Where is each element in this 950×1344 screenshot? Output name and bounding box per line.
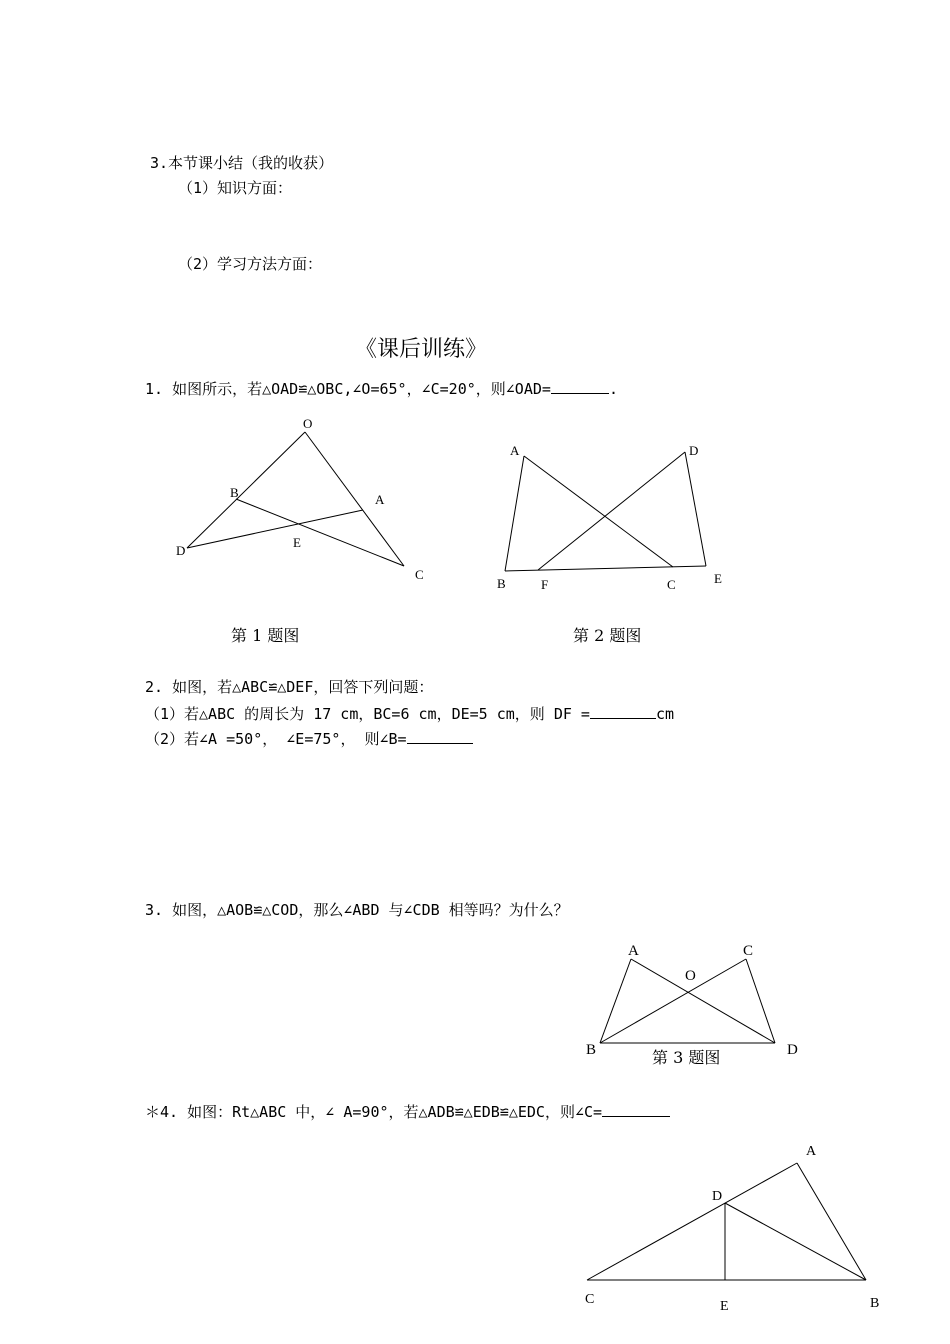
fig1-label-a: A [375, 492, 385, 507]
fig3-label-c: C [743, 943, 754, 959]
question-3: 3. 如图，△AOB≌△COD，那么∠ABD 与∠CDB 相等吗？为什么？ [145, 901, 569, 919]
fig4-label-c: C [585, 1292, 595, 1307]
question-2: 2. 如图，若△ABC≌△DEF，回答下列问题： [145, 678, 434, 696]
question-2-part-2-text: （2）若∠A =50°， ∠E=75°， 则∠B= [145, 730, 407, 748]
fig3-caption: 第 3 题图 [652, 1048, 721, 1067]
fig4-label-d: D [712, 1189, 723, 1204]
fig1-label-c: C [415, 567, 424, 582]
segment-db [725, 1203, 866, 1280]
question-4-text: ＊4. 如图：Rt△ABC 中，∠ A=90°，若△ADB≌△EDB≌△EDC，则∠C= [145, 1103, 603, 1121]
summary-heading: 3.本节课小结（我的收获） [150, 154, 334, 172]
fig4-label-a: A [806, 1144, 817, 1159]
fig2-label-f: F [541, 577, 549, 592]
section-title: 《课后训练》 [355, 337, 488, 362]
question-2-part-1-unit: cm [655, 705, 675, 723]
fig2-label-b: B [497, 576, 506, 591]
fig4-label-b: B [870, 1296, 880, 1311]
fig3-label-b: B [586, 1042, 597, 1058]
segment-ca [587, 1163, 797, 1280]
fig3-label-o: O [685, 968, 696, 984]
question-2-part-1-text: （1）若△ABC 的周长为 17 cm，BC=6 cm，DE=5 cm，则 DF = [145, 705, 590, 723]
fig1-caption: 第 1 题图 [231, 626, 300, 645]
fig1-label-d: D [176, 543, 186, 558]
fig3-label-d: D [787, 1042, 798, 1058]
fig2-label-e: E [714, 571, 722, 586]
question-1-text: 1. 如图所示，若△OAD≌△OBC,∠O=65°，∠C=20°，则∠OAD= [145, 380, 551, 398]
fig2-caption: 第 2 题图 [573, 626, 642, 645]
fig1-label-o: O [303, 416, 313, 431]
fig1-label-e: E [293, 535, 301, 550]
fig1-label-b: B [230, 485, 239, 500]
summary-item-method: （2）学习方法方面： [178, 255, 323, 273]
fig2-label-c: C [667, 577, 676, 592]
fig4-label-e: E [720, 1299, 729, 1314]
fig2-label-d: D [689, 443, 699, 458]
question-1-end: . [608, 380, 618, 398]
segment-ab [797, 1163, 866, 1280]
fig2-label-a: A [510, 443, 520, 458]
summary-item-knowledge: （1）知识方面： [178, 179, 293, 197]
fig3-label-a: A [628, 943, 639, 959]
